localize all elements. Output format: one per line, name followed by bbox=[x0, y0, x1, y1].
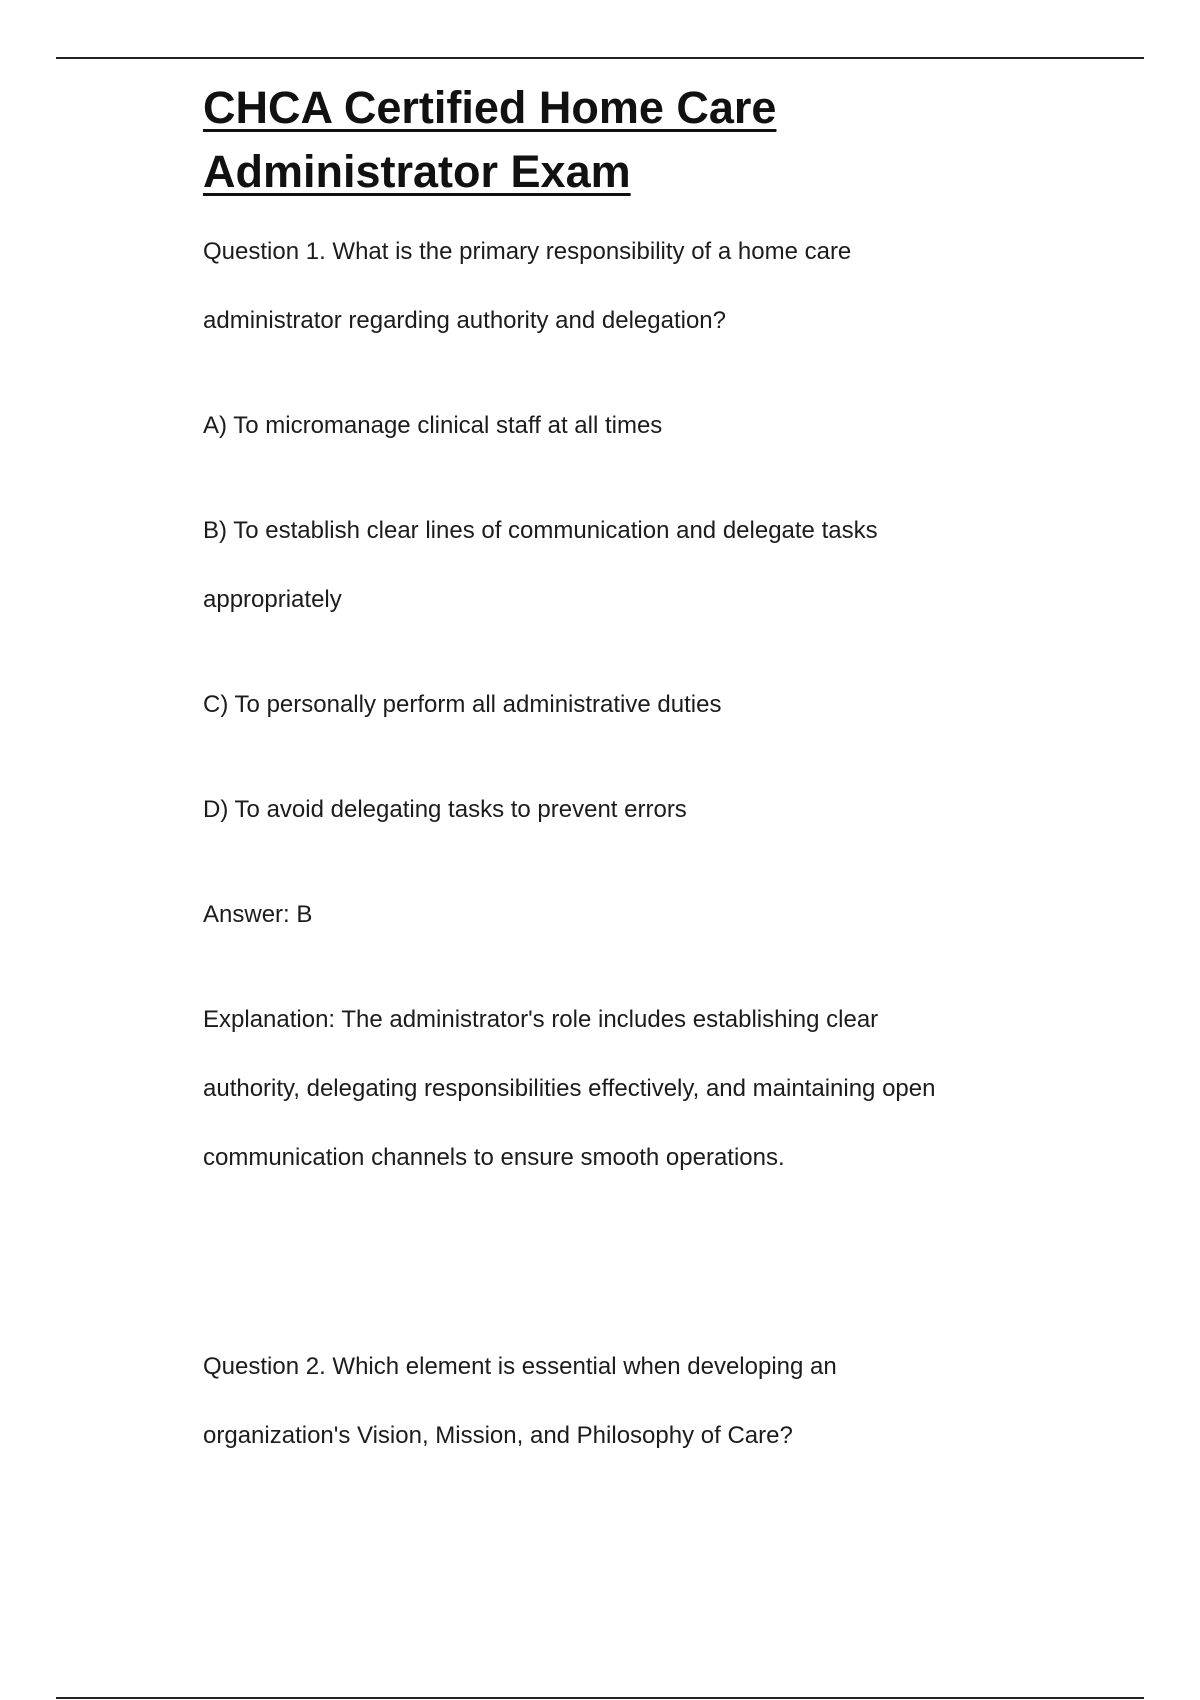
option-b: B) To establish clear lines of communication and delegate tasks bbox=[203, 517, 878, 544]
option-d: D) To avoid delegating tasks to prevent errors bbox=[203, 796, 687, 823]
option-a: A) To micromanage clinical staff at all times bbox=[203, 412, 663, 439]
answer: Answer: B bbox=[203, 901, 313, 928]
top-rule bbox=[56, 57, 1144, 59]
option-c: C) To personally perform all administrative duties bbox=[203, 691, 722, 718]
explanation-line-3: communication channels to ensure smooth operations. bbox=[203, 1144, 785, 1171]
question-1 bbox=[203, 217, 1063, 1192]
document-body bbox=[203, 76, 1063, 1470]
explanation-line-1: Explanation: The administrator's role includes establishing clear bbox=[203, 1006, 879, 1033]
explanation-line-2: authority, delegating responsibilities effectively, and maintaining open bbox=[203, 1075, 936, 1102]
question-2-prompt-line-1: Question 2. Which element is essential when developing an bbox=[203, 1353, 837, 1380]
question-1-prompt-line-2: administrator regarding authority and delegation? bbox=[203, 307, 726, 334]
question-2 bbox=[203, 1332, 1063, 1470]
bottom-rule bbox=[56, 1697, 1144, 1699]
title-line-1: CHCA Certified Home Care bbox=[203, 82, 777, 133]
option-b-continued: appropriately bbox=[203, 586, 342, 613]
document-title bbox=[203, 76, 1063, 204]
question-1-prompt-line-1: Question 1. What is the primary responsibility of a home care bbox=[203, 238, 852, 265]
question-2-prompt-line-2: organization's Vision, Mission, and Philosophy of Care? bbox=[203, 1422, 793, 1449]
title-line-2: Administrator Exam bbox=[203, 146, 631, 197]
